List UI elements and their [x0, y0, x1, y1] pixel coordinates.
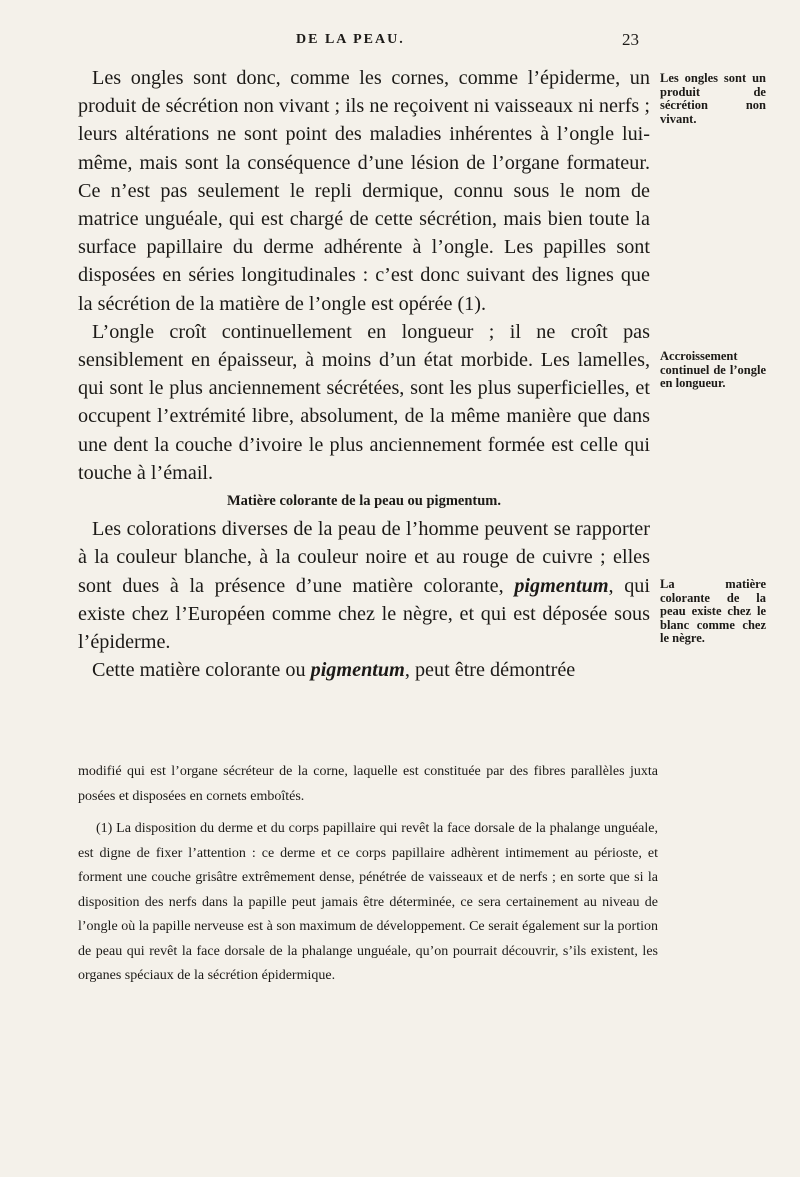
footnotes — [78, 760, 658, 989]
footnote-continuation: modifié qui est l’organe sécréteur de la corne, laquelle est constituée par des fibres parallèles juxta posées et disposées en cornets emboîtés. — [78, 764, 658, 804]
main-text — [78, 64, 650, 684]
page-number: 23 — [622, 30, 639, 49]
margin-note-matiere-colorante: La matière colorante de la peau existe chez le blanc comme chez le nègre. — [660, 577, 766, 645]
text-run: , qui existe chez l’Européen comme chez le nègre, et qui est déposée sous l’épiderme. — [78, 574, 650, 654]
section-heading: Matière colorante de la peau ou pigmentum. — [227, 493, 501, 510]
footnote-1: (1) La disposition du derme et du corps papillaire qui revêt la face dorsale de la phalange unguéale, est digne de fixer l’attention : ce derme et ce corps papillaire adhèrent intimement au périoste, et forment une couche grisâtre extrêmement dense, pénétrée de vaisseaux et de nerfs ; en sorte que si la disposition des nerfs dans la papille peut jamais être déterminée, ce sera certainement au niveau de l’ongle où la papille nerveuse est à son maximum de développement. Ce serait également sur la portion de peau qui revêt la face dorsale de la phalange unguéale, qu’on pourrait découvrir, s’ils existent, les organes spéciaux de la sécrétion épidermique. — [78, 821, 658, 983]
text-run: Cette matière colorante ou — [92, 659, 306, 682]
text-run: Les colorations diverses de la peau de l’homme peuvent se rapporter à la couleur blanche, à la couleur noire et au rouge de cuivre ; elles sont dues à la présence d’une matière colorante, — [78, 518, 650, 597]
paragraph-croissance: L’ongle croît continuellement en longueur ; il ne croît pas sensiblement en épaisseur, à moins d’un état morbide. Les lamelles, qui sont le plus anciennement sécrétées, sont les plus superficielles, et occupent l’extrémité libre, absolument, de la même manière que dans une dent la couche d’ivoire le plus anciennement formée est celle qui touche à l’émail. — [78, 320, 650, 484]
margin-note-ongles: Les ongles sont un produit de sécrétion non vivant. — [660, 71, 766, 126]
paragraph-pigmentum — [78, 656, 650, 684]
margin-note-accroissement: Accroissement continuel de l’ongle en longueur. — [660, 349, 766, 390]
italic-term: pigmentum — [310, 659, 405, 682]
paragraph-colorations — [78, 515, 650, 656]
running-head: DE LA PEAU. — [296, 32, 405, 47]
paragraph-ongles: Les ongles sont donc, comme les cornes, comme l’épiderme, un produit de sécrétion non vivant ; ils ne reçoivent ni vaisseaux ni nerfs ; leurs altérations ne sont point des maladies inhérentes à l’ongle lui-même, mais sont la conséquence d’une lésion de l’organe formateur. Ce n’est pas seulement le repli dermique, connu sous le nom de matrice unguéale, qui est chargé de cette sécrétion, mais bien toute la surface papillaire du derme adhérente à l’ongle. Les papilles sont disposées en séries longitudinales : c’est donc suivant des lignes que la sécrétion de la matière de l’ongle est opérée (1). — [78, 67, 650, 315]
text-run: , peut être démontrée — [404, 659, 576, 682]
italic-term: pigmentum — [514, 574, 609, 597]
